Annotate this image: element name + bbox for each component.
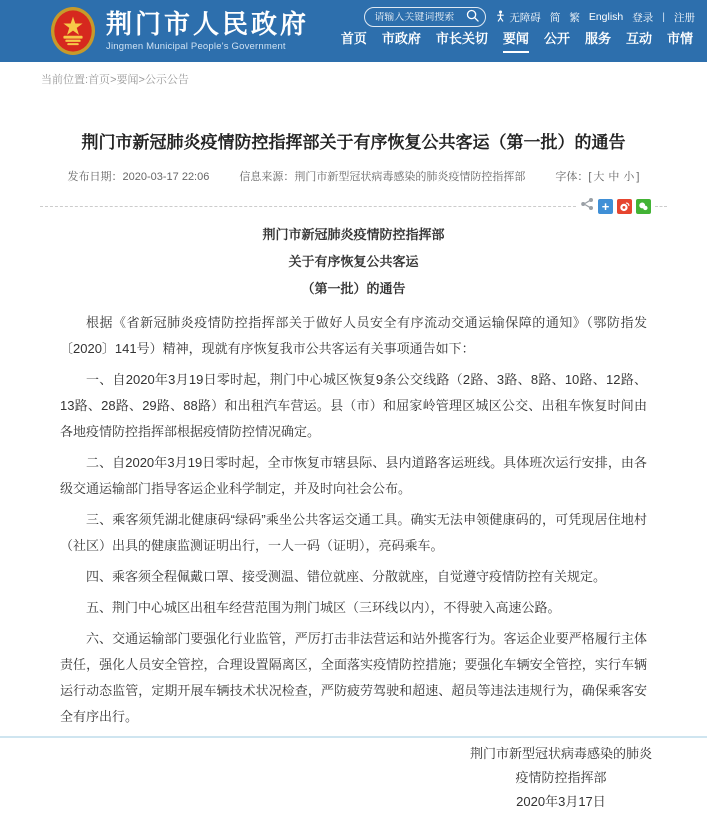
- site-brand[interactable]: [50, 0, 309, 62]
- site-title-group: [106, 10, 309, 52]
- nav-item-disclosure[interactable]: 公开: [543, 31, 570, 46]
- nav-item-services[interactable]: 服务: [584, 31, 611, 46]
- title-separator: [40, 197, 667, 216]
- share-toolbar: [576, 197, 655, 216]
- font-small-button[interactable]: 小: [623, 170, 635, 183]
- page-title: 荆门市新冠肺炎疫情防控指挥部关于有序恢复公共客运（第一批）的通告: [81, 133, 626, 152]
- nav-item-city-gov[interactable]: 市政府: [381, 31, 421, 46]
- paragraph-item-2: 二、自2020年3月19日零时起，全市恢复市辖县际、县内道路客运班线。具体班次运行安排，由各级交通运输部门指导客运企业科学制定，并及时向社会公布。: [60, 454, 647, 496]
- search-icon: [466, 9, 479, 25]
- breadcrumb-prefix: 当前位置:: [41, 74, 89, 86]
- search-box[interactable]: [364, 7, 486, 27]
- info-source: 信息来源：荆门市新型冠状病毒感染的肺炎疫情防控指挥部: [239, 170, 526, 183]
- article-meta: [40, 168, 667, 184]
- breadcrumb-news[interactable]: 要闻: [116, 74, 139, 86]
- paragraph-item-6: 六、交通运输部门要强化行业监管，严厉打击非法营运和站外揽客行为。客运企业要严格履行主体责任，强化人员安全管控，合理设置隔离区，全面落实疫情防控措施；要强化车辆安全管控，实行车辆运行动态监管，定期开展车辆技术状况检查，严防疲劳驾驶和超速、超员等违法违规行为，确保乘客安全有序出行。: [60, 630, 647, 724]
- site-header: [0, 0, 707, 62]
- nav-item-mayor[interactable]: 市长关切: [435, 31, 488, 46]
- breadcrumb-separator: >: [110, 74, 117, 86]
- document-heading-line: 关于有序恢复公共客运: [288, 253, 419, 269]
- site-title: 荆门市人民政府: [106, 9, 310, 40]
- paragraph-item-3: 三、乘客须凭湖北健康码“绿码”乘坐公共客运交通工具。确实无法申领健康码的，可凭现居住地村（社区）出具的健康监测证明出行，一人一码（证明），亮码乘车。: [60, 511, 647, 553]
- share-more-icon[interactable]: +: [598, 199, 613, 214]
- document-heading-line: （第一批）的通告: [301, 280, 406, 296]
- lang-traditional-link[interactable]: 繁: [569, 11, 580, 24]
- breadcrumb-separator: >: [138, 74, 145, 86]
- dashed-line: [655, 206, 667, 207]
- signature-date: 2020年3月17日: [516, 793, 606, 809]
- document-body: [60, 310, 647, 730]
- nav-item-interaction[interactable]: 互动: [625, 31, 652, 46]
- national-emblem-icon: [50, 6, 96, 56]
- paragraph-item-4: 四、乘客须全程佩戴口罩、接受测温、错位就座、分散就座，自觉遵守疫情防控有关规定。: [86, 568, 607, 584]
- lang-simplified-link[interactable]: 简: [549, 11, 561, 24]
- font-medium-button[interactable]: 中: [608, 170, 620, 183]
- accessibility-label: 无障碍: [509, 11, 541, 24]
- document-heading: [40, 221, 667, 302]
- document-heading-line: 荆门市新冠肺炎疫情防控指挥部: [262, 226, 445, 242]
- footer-top-border: [0, 736, 707, 738]
- font-size-control: 字体：[ 大 中 小 ]: [555, 170, 640, 183]
- site-title-en: Jingmen Municipal People's Government: [106, 40, 286, 52]
- share-icon[interactable]: [580, 197, 594, 216]
- search-input[interactable]: [374, 12, 466, 23]
- article-container: [0, 132, 707, 814]
- login-register-divider: |: [662, 11, 665, 23]
- lang-english-link[interactable]: English: [588, 11, 624, 23]
- accessibility-link[interactable]: [495, 10, 541, 25]
- breadcrumb-notices[interactable]: 公示公告: [144, 74, 189, 86]
- signature-org-line: 疫情防控指挥部: [515, 769, 607, 785]
- login-link[interactable]: 登录: [632, 11, 654, 24]
- breadcrumb: [0, 62, 707, 87]
- wechat-share-icon[interactable]: [636, 199, 651, 214]
- dashed-line: [40, 206, 576, 207]
- main-nav: [341, 28, 695, 62]
- search-button[interactable]: [466, 9, 479, 25]
- breadcrumb-home[interactable]: 首页: [88, 74, 111, 86]
- nav-item-city-info[interactable]: 市情: [666, 31, 693, 46]
- signature-block: [470, 742, 652, 814]
- paragraph-intro: 根据《省新冠肺炎疫情防控指挥部关于做好人员安全有序流动交通运输保障的通知》（鄂防指发〔2020〕141号）精神，现就有序恢复我市公共客运有关事项通告如下：: [60, 314, 647, 356]
- publish-date: 发布日期：2020-03-17 22:06: [67, 170, 210, 183]
- paragraph-item-1: 一、自2020年3月19日零时起，荆门中心城区恢复9条公交线路（2路、3路、8路、10路、12路、13路、28路、29路、88路）和出租汽车营运。县（市）和屈家岭管理区城区公交、出租车恢复时间由各地疫情防控指挥部根据疫情防控情况确定。: [60, 371, 647, 439]
- nav-item-home[interactable]: 首页: [340, 31, 367, 46]
- font-large-button[interactable]: 大: [593, 170, 605, 183]
- paragraph-item-5: 五、荆门中心城区出租车经营范围为荆门城区（三环线以内），不得驶入高速公路。: [86, 599, 561, 615]
- weibo-share-icon[interactable]: [617, 199, 632, 214]
- nav-item-news[interactable]: 要闻: [503, 28, 529, 53]
- signature-org-line: 荆门市新型冠状病毒感染的肺炎: [469, 745, 652, 761]
- header-utilities: [364, 7, 695, 27]
- accessibility-icon: [495, 10, 506, 25]
- register-link[interactable]: 注册: [674, 11, 695, 24]
